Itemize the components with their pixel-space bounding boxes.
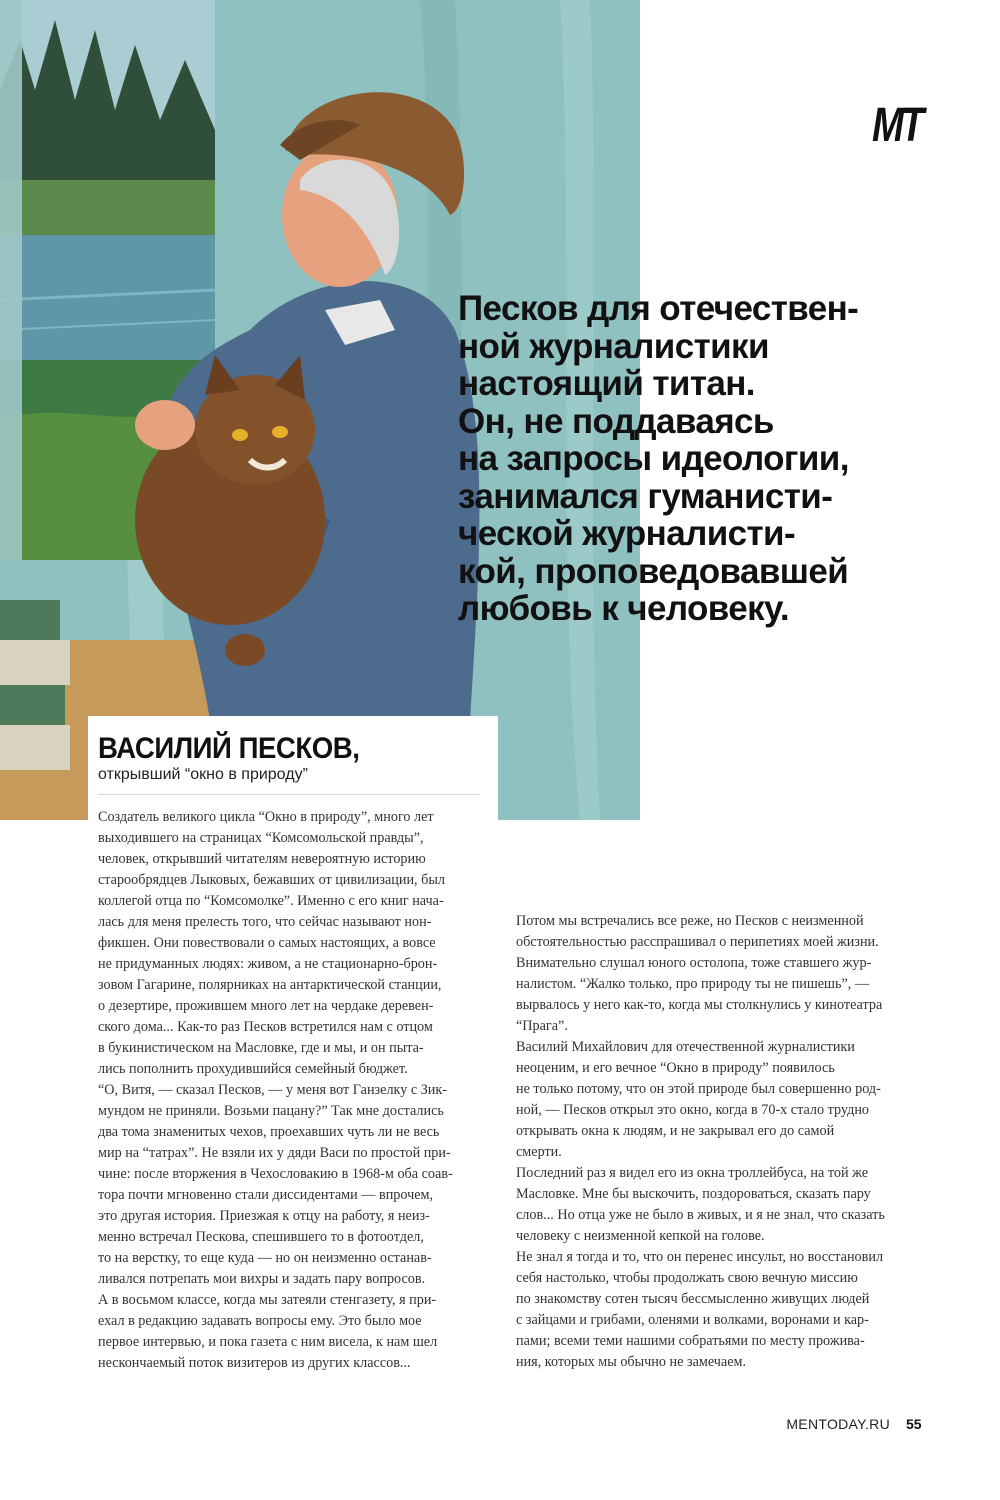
books-stack: [0, 600, 70, 770]
text-line: Масловке. Мне бы выскочить, поздороваться, сказать пару: [516, 1186, 871, 1202]
page-footer: [0, 1416, 1000, 1436]
text-line: “Прага”.: [516, 1018, 568, 1034]
text-line: пами; всеми теми нашими собратьями по месту прожива-: [516, 1333, 865, 1349]
text-line: менно встречал Пескова, спешившего то в фотоотдел,: [98, 1229, 424, 1245]
text-line: человек, открывший читателям невероятную историю: [98, 851, 426, 867]
text-line: открывать окна к людям, и не закрывал его до самой: [516, 1123, 835, 1139]
text-line: лись пополнить прохудившийся семейный бюджет.: [98, 1061, 408, 1077]
pull-quote: [458, 290, 928, 628]
text-line: вырвалось у него как-то, когда мы столкнулись у кинотеатра: [516, 997, 883, 1013]
text-line: по знакомству сотен тысяч бессмысленно живущих людей: [516, 1291, 870, 1307]
text-line: ливался потрепать мои вихры и задать пару вопросов.: [98, 1271, 426, 1287]
text-line: тора почти мгновенно стали диссидентами — впрочем,: [98, 1187, 434, 1203]
headline-name: ВАСИЛИЙ ПЕСКОВ,: [98, 732, 360, 765]
text-line: Последний раз я видел его из окна троллейбуса, на той же: [516, 1165, 868, 1181]
text-line: А в восьмом классе, когда мы затеяли стенгазету, я при-: [98, 1292, 437, 1308]
text-line: “О, Витя, — сказал Песков, — у меня вот Ганзелку с Зик-: [98, 1082, 448, 1098]
text-line: обстоятельностью расспрашивал о перипетиях моей жизни.: [516, 934, 879, 950]
text-line: зовом Гагарине, полярниках на антарктической станции,: [98, 977, 442, 993]
text-line: налистом. “Жалко только, про природу ты не пишешь”, —: [516, 976, 870, 992]
text-line: ной, — Песков открыл это окно, когда в 70-х стало трудно: [516, 1102, 870, 1118]
magazine-logo: MT: [872, 99, 922, 152]
headline-divider: [98, 794, 480, 795]
pull-quote-line: ной журналистики: [458, 326, 769, 366]
text-line: чине: после вторжения в Чехословакию в 1968-м оба соав-: [98, 1166, 453, 1182]
text-line: себя настолько, чтобы продолжать свою вечную миссию: [516, 1270, 858, 1286]
text-line: Создатель великого цикла “Окно в природу”, много лет: [98, 809, 434, 825]
page-number: 55: [906, 1416, 922, 1432]
headline-box: [88, 716, 498, 820]
text-line: мундом не приняли. Возьми пацану?” Так мне достались: [98, 1103, 444, 1119]
text-line: мир на “татрах”. Не взяли их у дяди Васи по простой при-: [98, 1145, 451, 1161]
text-line: два тома знаменитых чехов, проехавших чуть ли не весь: [98, 1124, 440, 1140]
text-line: выходившего на страницах “Комсомольской правды”,: [98, 830, 424, 846]
pull-quote-line: ческой журналисти-: [458, 514, 795, 553]
text-line: не только потому, что он этой природе был совершенно род-: [516, 1081, 881, 1097]
text-line: нескончаемый поток визитеров из других классов...: [98, 1355, 411, 1371]
text-line: Василий Михайлович для отечественной журналистики: [516, 1039, 855, 1055]
text-line: не придуманных людях: живом, а не стационарно-брон-: [98, 956, 438, 972]
text-line: Внимательно слушал юного остолопа, тоже ставшего жур-: [516, 955, 872, 971]
headline-subtitle: открывший “окно в природу”: [98, 766, 308, 783]
text-line: ского дома... Как-то раз Песков встретился нам с отцом: [98, 1019, 433, 1035]
text-line: старообрядцев Лыковых, бежавших от цивилизации, был: [98, 872, 445, 888]
text-line: ния, которых мы обычно не замечаем.: [516, 1354, 747, 1370]
site-url: MENTODAY.RU: [786, 1416, 890, 1432]
text-line: Потом мы встречались все реже, но Песков с неизменной: [516, 913, 864, 929]
text-line: человеку с неизменной кепкой на голове.: [516, 1228, 765, 1244]
pull-quote-line: Песков для отечествен-: [458, 289, 859, 328]
text-line: слов... Но отца уже не было в живых, и я не знал, что сказать: [516, 1207, 885, 1223]
text-line: в букинистическом на Масловке, где и мы, и он пыта-: [98, 1040, 424, 1056]
pull-quote-line: занимался гуманисти-: [458, 476, 833, 516]
pull-quote-line: Он, не поддаваясь: [458, 401, 774, 441]
article-column-left: [98, 807, 498, 1374]
pull-quote-line: на запросы идеологии,: [458, 439, 849, 478]
text-line: первое интервью, и пока газета с ним висела, к нам шел: [98, 1334, 438, 1350]
text-line: лась для меня прелесть того, что сейчас называют нон-: [98, 914, 432, 930]
text-line: коллегой отца по “Комсомолке”. Именно с его книг нача-: [98, 893, 444, 909]
pull-quote-line: любовь к человеку.: [458, 589, 789, 628]
text-line: Не знал я тогда и то, что он перенес инсульт, но восстановил: [516, 1249, 884, 1265]
article-column-right: [516, 911, 936, 1373]
text-line: то на верстку, то еще куда — но он неизменно останав-: [98, 1250, 432, 1266]
text-line: фикшен. Они повествовали о самых настоящих, а вовсе: [98, 935, 436, 951]
text-line: это другая история. Приезжая к отцу на работу, я неиз-: [98, 1208, 430, 1224]
pull-quote-line: кой, проповедовавшей: [458, 551, 849, 591]
pull-quote-line: настоящий титан.: [458, 364, 755, 403]
text-line: смерти.: [516, 1144, 562, 1160]
text-line: неоценим, и его вечное “Окно в природу” появилось: [516, 1060, 835, 1076]
text-line: о дезертире, прожившем много лет на чердаке деревен-: [98, 998, 434, 1014]
text-line: ехал в редакцию задавать вопросы ему. Это было мое: [98, 1313, 422, 1329]
text-line: с зайцами и грибами, оленями и волками, воронами и кар-: [516, 1312, 869, 1328]
